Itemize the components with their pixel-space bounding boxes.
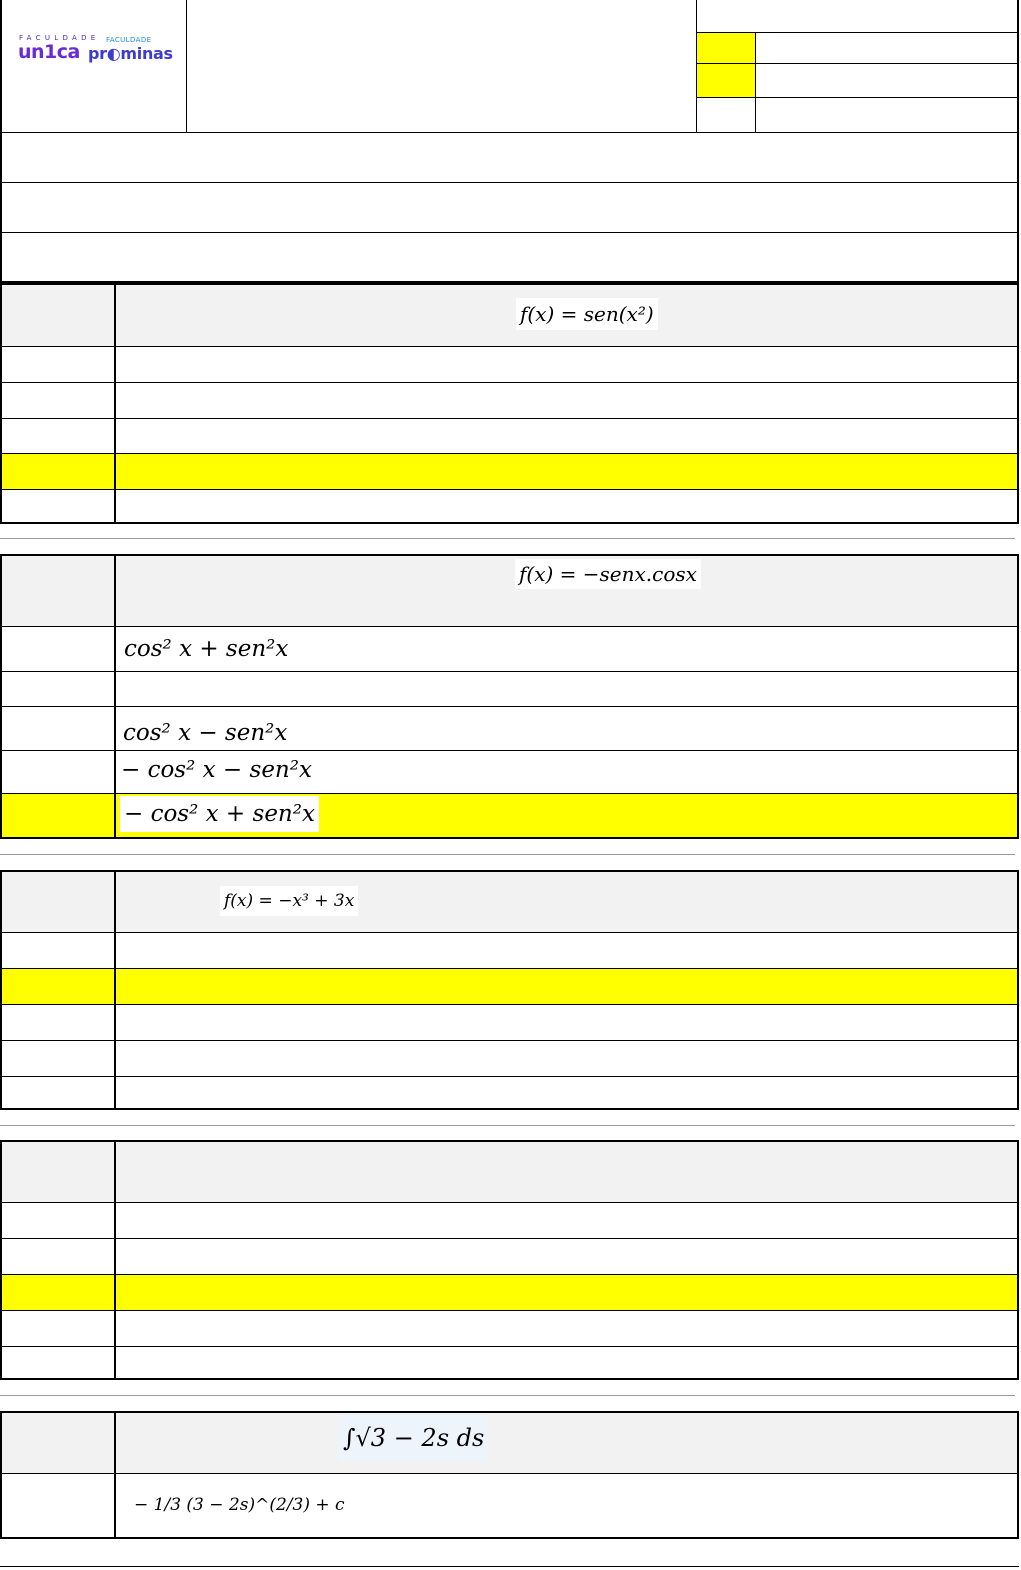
info-row-4 bbox=[697, 98, 1019, 133]
question-separator bbox=[0, 538, 1015, 539]
question-statement-cell bbox=[118, 1413, 1017, 1473]
logo-faculdade-label-1: FACULDADE bbox=[19, 34, 100, 42]
option-text bbox=[118, 454, 1017, 489]
option-formula: − 1/3 (3 − 2s)^(2/3) + c bbox=[134, 1495, 345, 1515]
option-letter-cell bbox=[2, 707, 116, 750]
info-swatch-yellow bbox=[697, 33, 756, 63]
option-letter-cell bbox=[2, 454, 116, 489]
header-info-cell bbox=[697, 0, 1019, 133]
info-swatch-yellow bbox=[697, 64, 756, 97]
question-2-formula: f(x) = −senx.cosx bbox=[515, 559, 701, 589]
option-text-cell bbox=[118, 794, 1017, 837]
option-letter-cell bbox=[2, 627, 116, 671]
option-text bbox=[118, 1239, 1017, 1274]
option-text bbox=[118, 1347, 1017, 1378]
answer-option-row-correct[interactable] bbox=[2, 794, 1017, 837]
answer-option-row[interactable] bbox=[2, 347, 1017, 383]
question-number-cell bbox=[2, 556, 116, 626]
answer-option-row[interactable] bbox=[2, 672, 1017, 707]
question-3-table bbox=[0, 870, 1019, 1110]
option-letter-cell bbox=[2, 933, 116, 968]
question-separator bbox=[0, 1395, 1015, 1396]
option-text-cell bbox=[118, 627, 1017, 671]
answer-option-row[interactable] bbox=[2, 383, 1017, 419]
question-4-table bbox=[0, 1140, 1019, 1380]
question-separator bbox=[0, 854, 1015, 855]
answer-option-row[interactable] bbox=[2, 1347, 1017, 1378]
question-1-formula: f(x) = sen(x²) bbox=[516, 298, 658, 330]
question-number-cell bbox=[2, 285, 116, 346]
question-4-statement-row bbox=[2, 1142, 1017, 1203]
question-3-formula: f(x) = −x³ + 3x bbox=[220, 886, 358, 916]
question-separator bbox=[0, 1125, 1015, 1126]
question-5-integral-formula: ∫√3 − 2s ds bbox=[339, 1415, 488, 1461]
header-band-1 bbox=[2, 133, 1019, 183]
header-band-3 bbox=[2, 233, 1019, 283]
answer-option-row[interactable] bbox=[2, 627, 1017, 672]
option-text bbox=[118, 490, 1017, 522]
option-text bbox=[118, 1041, 1017, 1076]
option-letter-cell bbox=[2, 1311, 116, 1346]
option-letter-cell bbox=[2, 1275, 116, 1310]
option-text bbox=[118, 969, 1017, 1004]
option-formula: cos² x − sen²x bbox=[123, 720, 288, 746]
option-text bbox=[118, 383, 1017, 418]
option-text bbox=[118, 419, 1017, 453]
header-title-cell bbox=[187, 0, 697, 133]
logo-faculdade-label-2: FACULDADE bbox=[106, 36, 152, 44]
document-header bbox=[0, 0, 1019, 283]
option-letter-cell bbox=[2, 751, 116, 793]
option-letter-cell bbox=[2, 490, 116, 522]
option-letter-cell bbox=[2, 1347, 116, 1378]
option-letter-cell bbox=[2, 383, 116, 418]
option-letter-cell bbox=[2, 794, 116, 837]
logo-cell bbox=[2, 0, 187, 133]
page-bottom-rule bbox=[0, 1566, 1019, 1567]
option-letter-cell bbox=[2, 969, 116, 1004]
answer-option-row[interactable] bbox=[2, 1311, 1017, 1347]
answer-option-row[interactable] bbox=[2, 1041, 1017, 1077]
option-formula: − cos² x + sen²x bbox=[120, 796, 319, 832]
option-text bbox=[118, 347, 1017, 382]
option-text-cell bbox=[118, 751, 1017, 793]
answer-option-row-correct[interactable] bbox=[2, 1275, 1017, 1311]
answer-option-row-correct[interactable] bbox=[2, 454, 1017, 490]
logo-unica-wordmark: un1ca bbox=[18, 41, 80, 63]
option-formula: cos² x + sen²x bbox=[124, 636, 289, 662]
question-2-statement-row bbox=[2, 556, 1017, 627]
answer-option-row-correct[interactable] bbox=[2, 969, 1017, 1005]
question-1-table bbox=[0, 283, 1019, 524]
answer-option-row[interactable] bbox=[2, 419, 1017, 454]
question-number-cell bbox=[2, 872, 116, 932]
answer-option-row[interactable] bbox=[2, 1005, 1017, 1041]
option-text bbox=[118, 672, 1017, 706]
option-formula: − cos² x − sen²x bbox=[121, 757, 312, 783]
answer-option-row[interactable] bbox=[2, 1474, 1017, 1537]
question-statement-cell bbox=[118, 556, 1017, 626]
question-statement-cell bbox=[118, 872, 1017, 932]
question-number-cell bbox=[2, 1142, 116, 1202]
option-letter-cell bbox=[2, 1041, 116, 1076]
answer-option-row[interactable] bbox=[2, 1239, 1017, 1275]
answer-option-row[interactable] bbox=[2, 1077, 1017, 1108]
answer-option-row[interactable] bbox=[2, 1203, 1017, 1239]
info-row-1 bbox=[697, 0, 1019, 33]
logo-prominas-wordmark: pr◐minas bbox=[88, 44, 173, 63]
info-row-2 bbox=[697, 33, 1019, 64]
option-text-cell bbox=[118, 707, 1017, 750]
question-3-statement-row bbox=[2, 872, 1017, 933]
option-letter-cell bbox=[2, 1474, 116, 1537]
answer-option-row[interactable] bbox=[2, 751, 1017, 794]
option-letter-cell bbox=[2, 672, 116, 706]
option-letter-cell bbox=[2, 1005, 116, 1040]
question-2-table bbox=[0, 554, 1019, 839]
answer-option-row[interactable] bbox=[2, 933, 1017, 969]
option-letter-cell bbox=[2, 1203, 116, 1238]
question-statement-cell bbox=[118, 1142, 1017, 1202]
option-letter-cell bbox=[2, 1077, 116, 1108]
option-letter-cell bbox=[2, 347, 116, 382]
option-text bbox=[118, 1203, 1017, 1238]
option-letter-cell bbox=[2, 1239, 116, 1274]
answer-option-row[interactable] bbox=[2, 707, 1017, 751]
option-text-cell bbox=[118, 1474, 1017, 1537]
info-swatch bbox=[697, 98, 756, 133]
option-text bbox=[118, 933, 1017, 968]
header-band-2 bbox=[2, 183, 1019, 233]
question-1-statement-row bbox=[2, 285, 1017, 347]
info-row-3 bbox=[697, 64, 1019, 98]
option-text bbox=[118, 1275, 1017, 1310]
question-statement-cell bbox=[118, 285, 1017, 346]
question-5-table bbox=[0, 1411, 1019, 1539]
option-text bbox=[118, 1311, 1017, 1346]
option-text bbox=[118, 1005, 1017, 1040]
answer-option-row[interactable] bbox=[2, 490, 1017, 522]
question-5-statement-row bbox=[2, 1413, 1017, 1474]
option-text bbox=[118, 1077, 1017, 1108]
question-number-cell bbox=[2, 1413, 116, 1473]
option-letter-cell bbox=[2, 419, 116, 453]
